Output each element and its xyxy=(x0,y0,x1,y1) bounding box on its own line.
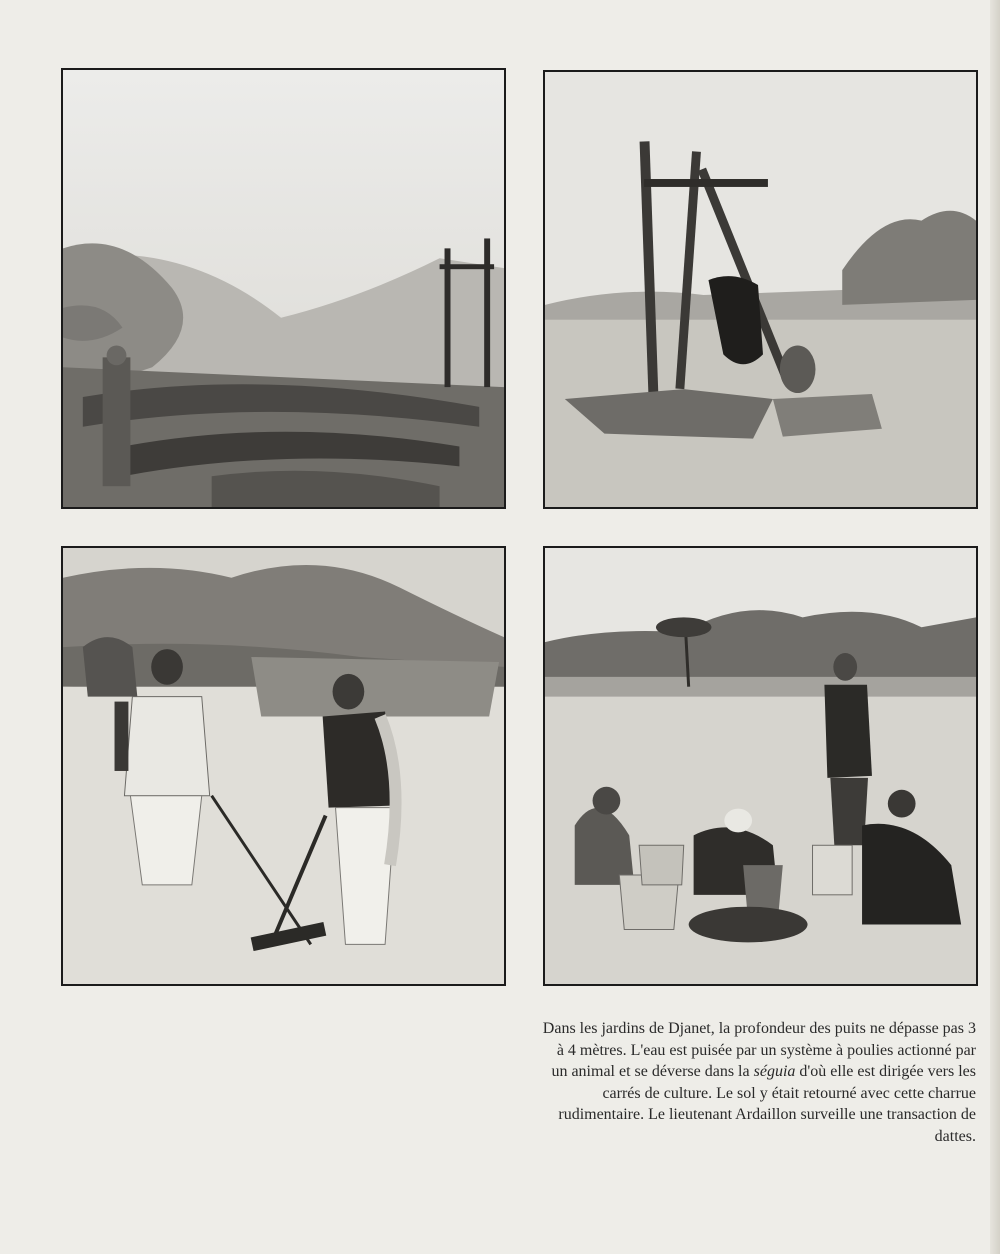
photo-caption xyxy=(540,1018,976,1148)
photo-garden-irrigation xyxy=(61,68,506,509)
caption-text-start: Dans les jardins de Djanet, la profondeur des puits ne dépasse pas 3 à 4 mètres. L'eau est puisée par un système à poulies actionné par un animal et se déverse dans la xyxy=(542,1020,976,1081)
photo-date-transaction xyxy=(543,546,978,986)
photo-well-pulley xyxy=(543,70,978,509)
caption-italic-seguia: séguia xyxy=(753,1063,796,1081)
caption-text-end: d'où elle est dirigée vers les carrés de culture. Le sol y était retourné avec cette charrue rudimentaire. Le lieutenant Ardaillon surveille une transaction de dattes. xyxy=(558,1063,976,1145)
page-edge xyxy=(990,0,1000,1254)
photo-plough-workers xyxy=(61,546,506,986)
